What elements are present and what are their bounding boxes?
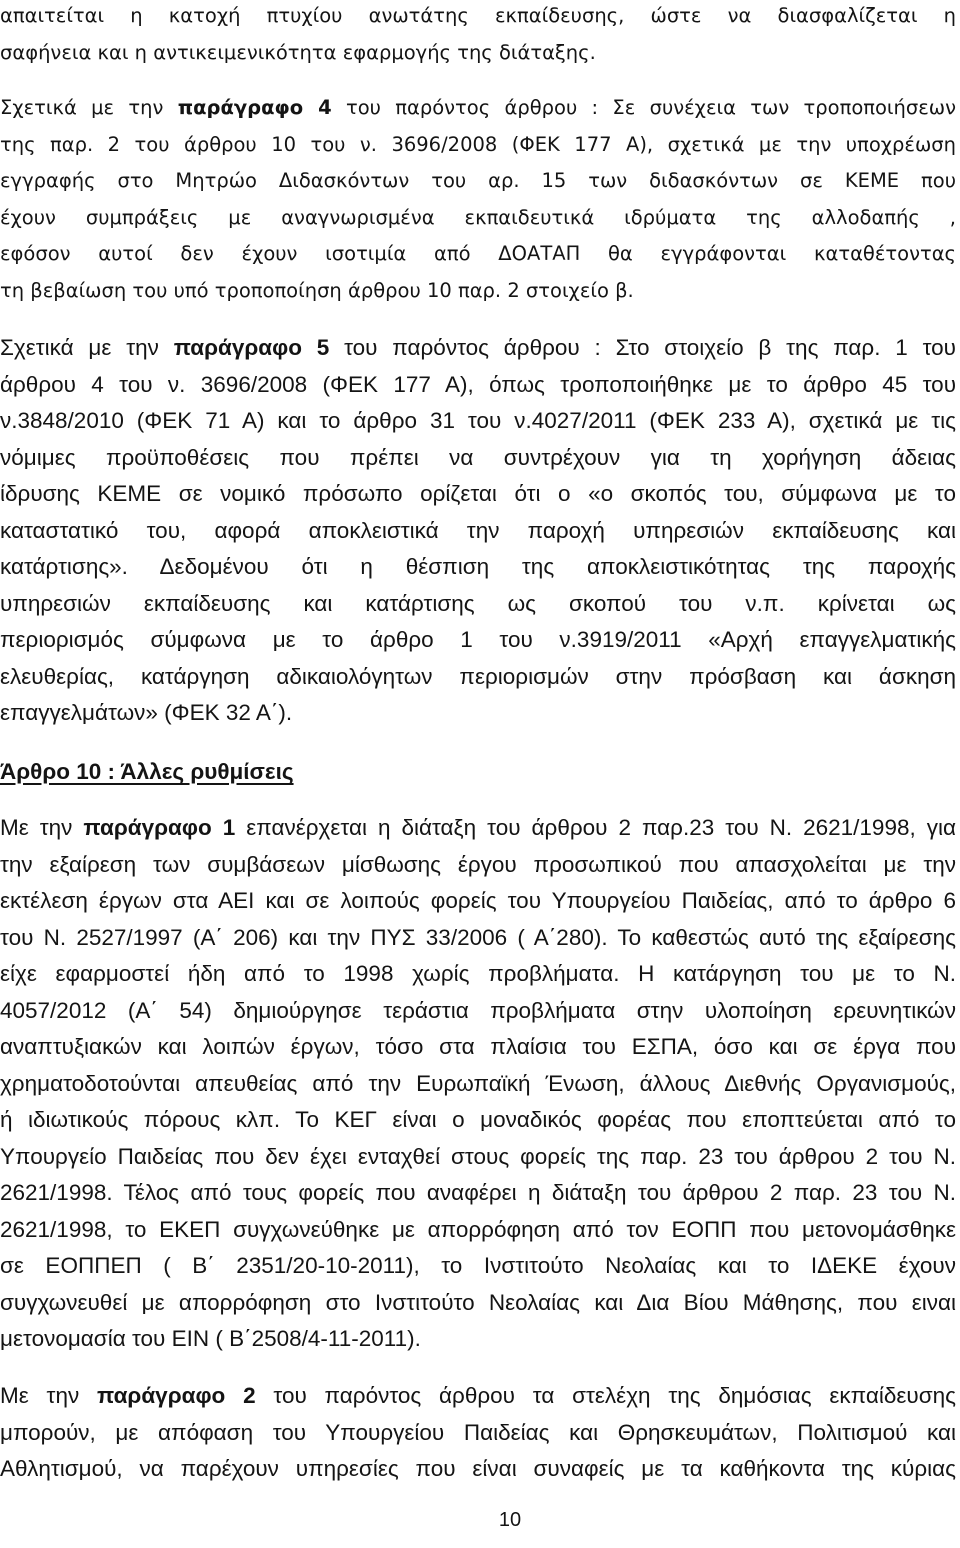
text-line: καταστατικό του, αφορά αποκλειστικά την παροχή υπηρεσιών εκπαίδευσης και bbox=[0, 517, 956, 543]
text-line: ίδρυσης ΚΕΜΕ σε νομικό πρόσωπο ορίζεται ότι ο «ο σκοπός του, σύμφωνα με το bbox=[0, 481, 956, 506]
text-line: ή ιδιωτικούς πόρους κλπ. Το ΚΕΓ είναι ο μοναδικός φορέας που εποπτεύεται από το bbox=[0, 1107, 956, 1132]
text-line: τη βεβαίωση του υπό τροποποίηση άρθρου 10 παρ. 2 στοιχείο β. bbox=[0, 278, 634, 302]
text-line: εφόσον αυτοί δεν έχουν ισοτιμία από ΔΟΑΤΑΠ θα εγγράφονται καταθέτοντας bbox=[0, 242, 956, 265]
text-line: είχε εφαρμοστεί ήδη από το 1998 χωρίς προβλήματα. Η κατάργηση του με το Ν. bbox=[0, 961, 956, 986]
paragraph-par5 bbox=[0, 330, 956, 732]
text-line: Με την παράγραφο 2 του παρόντος άρθρου τα στελέχη της δημόσιας εκπαίδευσης bbox=[0, 1383, 956, 1408]
text-line: Με την παράγραφο 1 επανέρχεται η διάταξη του άρθρου 2 παρ.23 του Ν. 2621/1998, για bbox=[0, 815, 956, 840]
text-line: του Ν. 2527/1997 (Α΄ 206) και την ΠΥΣ 33/2006 ( Α΄280). Το καθεστώς αυτό της εξαίρεσης bbox=[0, 924, 956, 950]
text-line: 4057/2012 (Α΄ 54) δημιούργησε τεράστια προβλήματα στην υλοποίηση ερευνητικών bbox=[0, 997, 956, 1023]
text-line: υπηρεσιών εκπαίδευσης και κατάρτισης ως σκοπού του ν.π. κρίνεται ως bbox=[0, 590, 956, 616]
text-line: Σχετικά με την παράγραφο 5 του παρόντος άρθρου : Στο στοιχείο β της παρ. 1 του bbox=[0, 335, 956, 360]
text-line: Σχετικά με την παράγραφο 4 του παρόντος άρθρου : Σε συνέχεια των τροποποιήσεων bbox=[0, 96, 957, 119]
paragraph-article10-par1 bbox=[0, 810, 956, 1358]
text-line: κατάρτισης». Δεδομένου ότι η θέσπιση της αποκλειστικότητας της παροχής bbox=[0, 554, 956, 579]
text-line: εκτέλεση έργων στα ΑΕΙ και σε λοιπούς φορείς του Υπουργείου Παιδείας, από το άρθρο 6 bbox=[0, 888, 956, 913]
text-line: Υπουργείο Παιδείας που δεν έχει ενταχθεί στους φορείς της παρ. 23 του άρθρου 2 του Ν. bbox=[0, 1143, 956, 1169]
text-line: επαγγελμάτων» (ΦΕΚ 32 Α΄). bbox=[0, 700, 293, 725]
text-line: σε ΕΟΠΠΕΠ ( Β΄ 2351/20-10-2011), το Ινστιτούτο Νεολαίας και το ΙΔΕΚΕ έχουν bbox=[0, 1253, 956, 1278]
text-line: σαφήνεια και η αντικειμενικότητα εφαρμογής της διάταξης. bbox=[0, 40, 596, 64]
text-line: ελευθερίας, κατάργηση αδικαιολόγητων περιορισμών στην πρόσβαση και άσκηση bbox=[0, 663, 956, 689]
paragraph-intro bbox=[0, 0, 956, 71]
page-number: 10 bbox=[498, 1509, 522, 1531]
article-heading: Άρθρο 10 : Άλλες ρυθμίσεις bbox=[0, 759, 294, 784]
text-line: εγγραφής στο Μητρώο Διδασκόντων του αρ. 15 των διδασκόντων σε ΚΕΜΕ που bbox=[0, 169, 956, 192]
text-line: περιορισμός σύμφωνα με το άρθρο 1 του ν.3919/2011 «Αρχή επαγγελματικής bbox=[0, 627, 956, 652]
text-line: Αθλητισμού, να παρέχουν υπηρεσίες που είναι συναφείς με τα καθήκοντα της κύριας bbox=[0, 1456, 956, 1481]
paragraph-par4 bbox=[0, 90, 956, 309]
text-line: μετονομασία του ΕΙΝ ( Β΄2508/4-11-2011). bbox=[0, 1326, 421, 1351]
text-line: μπορούν, με απόφαση του Υπουργείου Παιδείας και Θρησκευμάτων, Πολιτισμού και bbox=[0, 1419, 956, 1445]
text-line: 2621/1998. Τέλος από τους φορείς που αναφέρει η διάταξη του άρθρου 2 παρ. 23 του Ν. bbox=[0, 1180, 956, 1205]
text-line: απαιτείται η κατοχή πτυχίου ανωτάτης εκπαίδευσης, ώστε να διασφαλίζεται η bbox=[0, 4, 956, 27]
paragraph-article10-par2 bbox=[0, 1378, 956, 1488]
text-line: της παρ. 2 του άρθρου 10 του ν. 3696/2008 (ΦΕΚ 177 Α), σχετικά με την υποχρέωση bbox=[0, 132, 956, 156]
text-line: ν.3848/2010 (ΦΕΚ 71 Α) και το άρθρο 31 του ν.4027/2011 (ΦΕΚ 233 Α), σχετικά με τις bbox=[0, 408, 956, 433]
text-line: έχουν συμπράξεις με αναγνωρισμένα εκπαιδευτικά ιδρύματα της αλλοδαπής , bbox=[0, 205, 956, 229]
text-line: άρθρου 4 του ν. 3696/2008 (ΦΕΚ 177 Α), όπως τροποποιήθηκε με το άρθρο 45 του bbox=[0, 371, 956, 397]
text-line: την εξαίρεση των συμβάσεων μίσθωσης έργου προσωπικού που απασχολείται με την bbox=[0, 851, 956, 877]
text-line: αναπτυξιακών και λοιπών έργων, τόσο στα πλαίσια του ΕΣΠΑ, όσο και σε έργα που bbox=[0, 1034, 956, 1059]
text-line: νόμιμες προϋποθέσεις που πρέπει να συντρέχουν για τη χορήγηση άδειας bbox=[0, 444, 956, 470]
text-line: χρηματοδοτούνται απευθείας από την Ευρωπαϊκή Ένωση, άλλους Διεθνής Οργανισμούς, bbox=[0, 1070, 956, 1096]
text-line: 2621/1998, το ΕΚΕΠ συγχωνεύθηκε με απορρόφηση από τον ΕΟΠΠ που μετονομάσθηκε bbox=[0, 1216, 956, 1242]
text-line: συγχωνευθεί με απορρόφηση στο Ινστιτούτο Νεολαίας και Δια Βίου Μάθησης, που ειναι bbox=[0, 1289, 956, 1315]
